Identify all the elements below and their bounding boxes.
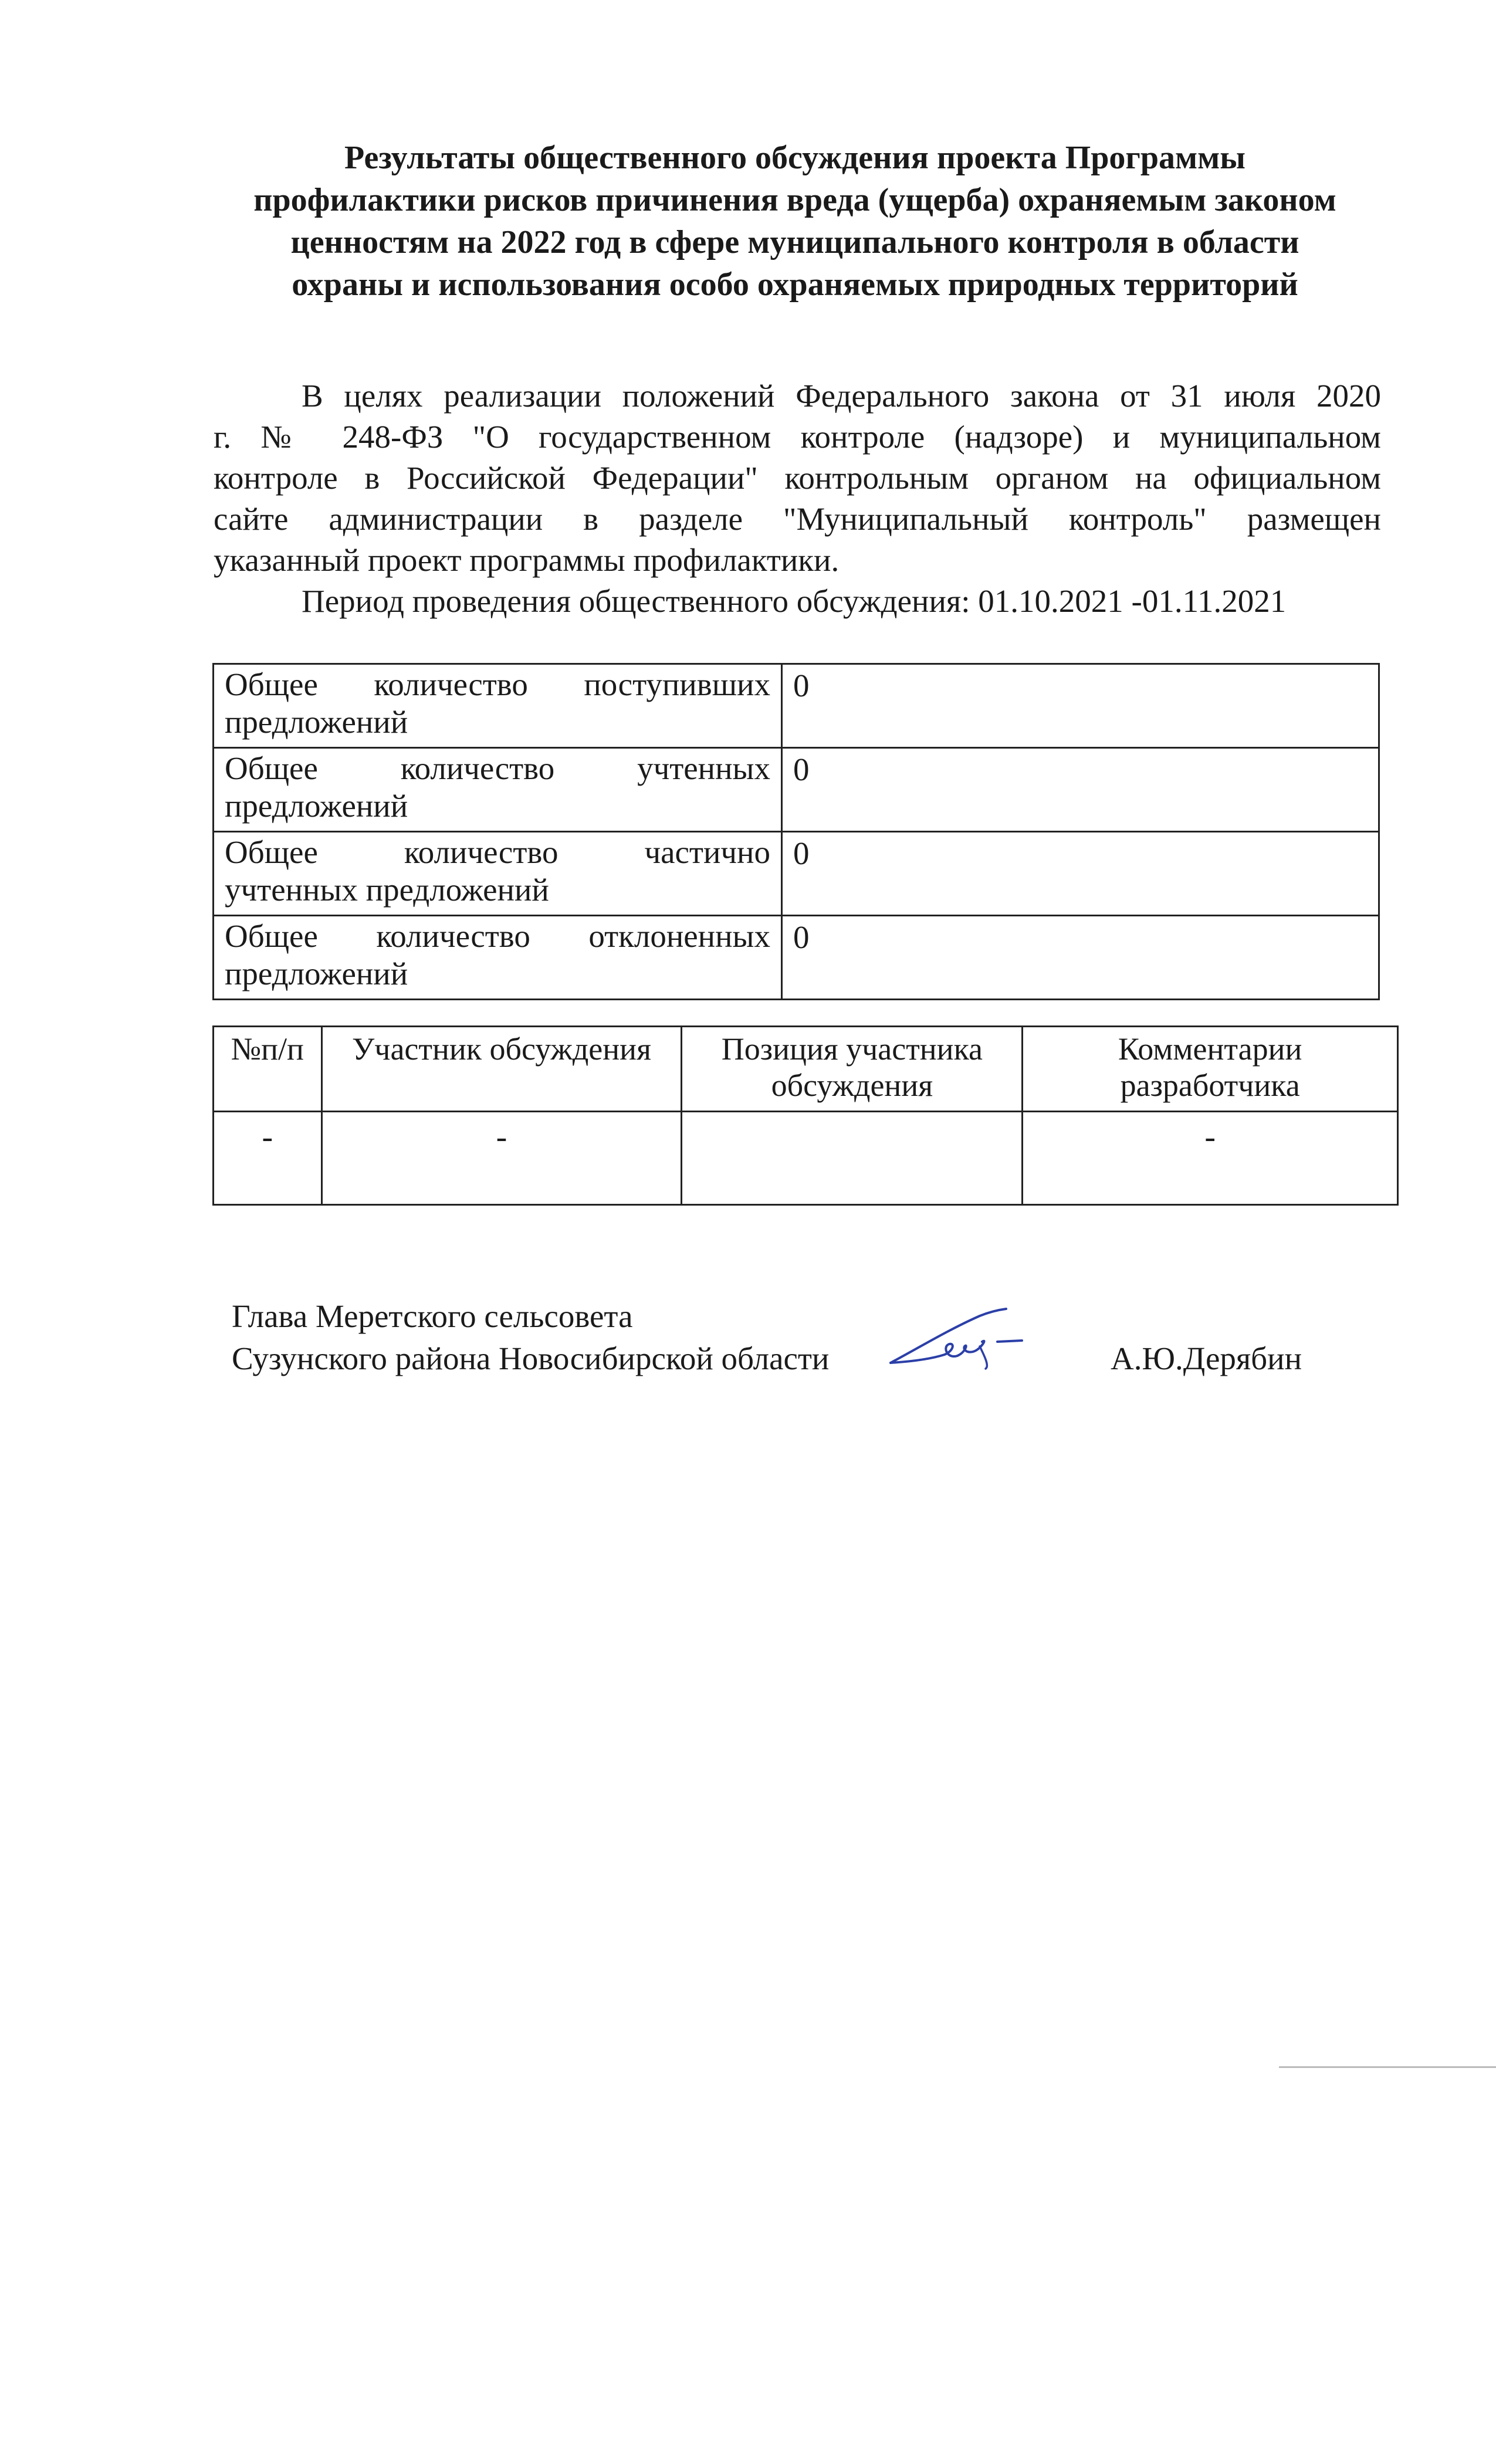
signatory-position: [232, 1295, 829, 1380]
intro-line: контроле в Российской Федерации" контрольным органом на официальном: [214, 460, 1381, 496]
scan-artifact-line: [1279, 2066, 1496, 2068]
position-line: Сузунского района Новосибирской области: [232, 1341, 830, 1376]
title-line: Результаты общественного обсуждения проекта Программы: [344, 140, 1245, 176]
column-header-position: Позиция участника обсуждения: [682, 1027, 1023, 1112]
table-row: [214, 748, 1379, 832]
table-row: [214, 664, 1379, 748]
column-header-participant: Участник обсуждения: [321, 1027, 682, 1112]
intro-line: г. № 248-ФЗ "О государственном контроле (надзоре) и муниципальном: [214, 419, 1381, 455]
stat-label: Общее количество учтенных предложений: [214, 748, 782, 832]
title-line: ценностям на 2022 год в сфере муниципального контроля в области: [290, 224, 1299, 260]
title-line: охраны и использования особо охраняемых природных территорий: [292, 266, 1298, 303]
table-row: [214, 916, 1379, 1000]
position-line: Глава Меретского сельсовета: [232, 1298, 633, 1334]
cell-position: [682, 1112, 1023, 1205]
discussion-period: Период проведения общественного обсуждения: 01.10.2021 -01.11.2021: [302, 583, 1287, 619]
cell-number: -: [214, 1112, 322, 1205]
intro-line: В целях реализации положений Федерального закона от 31 июля 2020: [302, 378, 1381, 414]
stat-label: Общее количество поступивших предложений: [214, 664, 782, 748]
cell-participant: -: [321, 1112, 682, 1205]
table-header-row: [214, 1027, 1398, 1112]
document-title: [211, 137, 1379, 306]
table-row: [214, 1112, 1398, 1205]
stat-value: 0: [782, 664, 1379, 748]
column-header-comments: Комментарии разработчика: [1023, 1027, 1398, 1112]
stat-value: 0: [782, 832, 1379, 916]
intro-line: сайте администрации в разделе "Муниципальный контроль" размещен: [214, 501, 1381, 537]
table-row: [214, 832, 1379, 916]
title-line: профилактики рисков причинения вреда (ущерба) охраняемым законом: [253, 182, 1336, 218]
intro-paragraph: [214, 375, 1381, 622]
stat-value: 0: [782, 748, 1379, 832]
intro-line: указанный проект программы профилактики.: [214, 542, 840, 578]
stat-value: 0: [782, 916, 1379, 1000]
stat-label: Общее количество частично учтенных предложений: [214, 832, 782, 916]
handwritten-signature: [886, 1305, 1038, 1370]
signatory-name: А.Ю.Дерябин: [1111, 1341, 1302, 1376]
cell-comments: -: [1023, 1112, 1398, 1205]
proposals-stats-table: [212, 663, 1380, 1000]
column-header-number: №п/п: [214, 1027, 322, 1112]
stat-label: Общее количество отклоненных предложений: [214, 916, 782, 1000]
participants-table: [212, 1025, 1399, 1206]
